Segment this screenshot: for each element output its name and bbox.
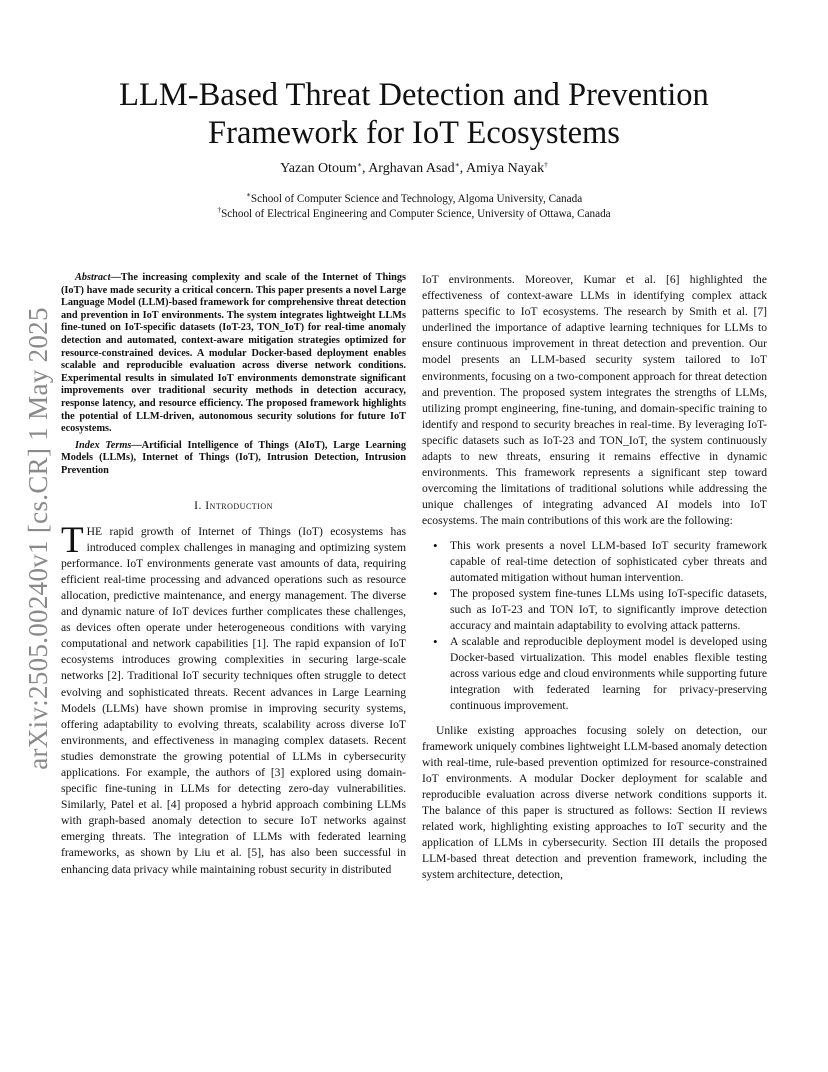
body-paragraph: IoT environments. Moreover, Kumar et al. [6] highlighted the effectiveness of context-aware LLMs in identifying complex attack patterns specific to IoT ecosystems. The research by Smith et al. [7] underlined the importance of adaptive learning techniques for LLMs to ensure continuous improvement in threat detection and prevention. Our model presents an LLM-based security system tailored to IoT environments, focusing on a two-component approach for threat detection and prevention. The proposed system integrates the strengths of LLMs, utilizing prompt engineering, fine-tuning, and domain-specific training to identify and respond to security breaches in real-time. By leveraging IoT-specific datasets such as IoT-23 and TON_IoT, the system continuously adapts to new threats, ensuring it remains effective in dynamic environments. This framework represents a significant step toward overcoming the limitations of traditional solutions while addressing the unique challenges of integrating advanced AI models into IoT ecosystems. The main contributions of this work are the following: xyxy=(422,273,767,528)
right-column xyxy=(422,272,767,883)
index-terms-lead: Index Terms xyxy=(75,439,132,451)
abstract-lead: Abstract xyxy=(75,272,111,283)
author-separator: , xyxy=(361,161,369,176)
paper-title: LLM-Based Threat Detection and Prevention Framework for IoT Ecosystems xyxy=(119,77,709,151)
section-number: I. xyxy=(194,498,202,512)
affiliation-list xyxy=(60,192,768,221)
introduction-paragraph xyxy=(61,519,406,878)
author xyxy=(280,161,368,176)
first-word-rest: HE xyxy=(86,524,103,538)
author xyxy=(466,161,548,176)
author-affiliation-mark: ∗ xyxy=(356,160,362,169)
author-name: Yazan Otoum xyxy=(280,161,357,176)
contribution-item: • A scalable and reproducible deployment model is developed using Docker-based virtualization. This model enables flexible testing across various edge and cloud environments while supporting future integration with federated learning for privacy-preserving continuous improvement. xyxy=(450,634,767,714)
author xyxy=(368,161,466,176)
index-terms xyxy=(61,440,406,478)
author-affiliation-mark: ∗ xyxy=(454,160,460,169)
affiliation-mark: † xyxy=(217,204,222,214)
author-name: Amiya Nayak xyxy=(465,161,545,176)
affiliation xyxy=(60,204,768,222)
affiliation-text: School of Computer Science and Technology, Algoma University, Canada xyxy=(250,193,583,205)
drop-cap: T xyxy=(61,519,84,561)
author-name: Arghavan Asad xyxy=(368,161,455,176)
arxiv-identifier-text: arXiv:2505.00240v1 [cs.CR] 1 May 2025 xyxy=(22,306,53,770)
contribution-item: • This work presents a novel LLM-based IoT security framework capable of real-time detection of sophisticated cyber threats and automated mitigation without human intervention. xyxy=(450,538,767,586)
affiliation-mark: ∗ xyxy=(245,190,251,199)
abstract-text: —The increasing complexity and scale of the Internet of Things (IoT) have made security a critical concern. This paper presents a novel Large Language Model (LLM)-based framework for comprehensive threat detection and prevention in IoT environments. The system integrates lightweight LLMs fine-tuned on IoT-specific datasets (IoT-23, TON_IoT) for real-time anomaly detection and automated, context-aware mitigation strategies optimized for resource-constrained devices. A modular Docker-based deployment enables scalable and reproducible evaluation across diverse network conditions. Experimental results in simulated IoT environments demonstrate significant improvements over traditional security methods in detection accuracy, response latency, and resource efficiency. The proposed framework highlights the potential of LLM-driven, autonomous security solutions for future IoT ecosystems. xyxy=(61,272,406,435)
section-heading xyxy=(61,498,406,514)
abstract xyxy=(61,272,406,436)
affiliation xyxy=(60,192,768,207)
index-terms-text: —Artificial Intelligence of Things (AIoT), Large Learning Models (LLMs), Internet of Things (IoT), Intrusion Detection, Intrusion Prevention xyxy=(61,439,406,476)
author-separator: , xyxy=(459,161,466,176)
body-paragraph: Unlike existing approaches focusing solely on detection, our framework uniquely combines lightweight LLM-based anomaly detection with real-time, rule-based prevention optimized for resource-constrained IoT environments. A modular Docker deployment for scalable and reproducible evaluation across diverse network conditions supports it. The balance of this paper is structured as follows: Section II reviews related work, highlighting existing approaches to IoT security and the application of LLMs in cybersecurity. Section III details the proposed LLM-based threat detection and prevention framework, including the system architecture, detection, xyxy=(422,723,767,882)
affiliation-text: School of Electrical Engineering and Computer Science, University of Ottawa, Canada xyxy=(221,207,611,220)
section-title: Introduction xyxy=(205,498,273,512)
contribution-item: • The proposed system fine-tunes LLMs using IoT-specific datasets, such as IoT-23 and TON IoT, to significantly improve detection accuracy and maintain adaptability to evolving attack patterns. xyxy=(450,586,767,634)
contribution-list xyxy=(422,538,767,715)
left-column xyxy=(61,272,406,878)
arxiv-identifier-stamp xyxy=(12,300,64,776)
author-list xyxy=(60,160,768,178)
author-affiliation-mark: † xyxy=(544,160,548,169)
introduction-text: rapid growth of Internet of Things (IoT) ecosystems has introduced complex challenges in managing and optimizing system performance. IoT environments generate vast amounts of data, requiring efficient real-time processing and advanced operations such as resource allocation, predictive maintenance, and energy management. The diverse and dynamic nature of IoT devices further complicates these challenges, as devices often operate under heterogeneous conditions with varying computational and network capabilities [1]. The rapid expansion of IoT ecosystems introduces growing complexities in securing large-scale networks [2]. Traditional IoT security techniques often struggle to detect evolving and sophisticated threats. Recent advances in Large Learning Models (LLMs) have shown promise in improving security systems, offering adaptability to evolving threats, scalability across diverse IoT environments, and effectiveness in managing complex datasets. Recent studies demonstrate the growing potential of LLMs in cybersecurity applications. For example, the authors of [3] explored using domain-specific fine-tuning in LLMs for detecting zero-day vulnerabilities. Similarly, Patel et al. [4] proposed a hybrid approach combining LLMs with graph-based anomaly detection to secure IoT networks against emerging threats. The integration of LLMs with federated learning frameworks, as shown by Liu et al. [5], has also been successful in enhancing data privacy while maintaining robust security in distributed xyxy=(61,524,406,876)
